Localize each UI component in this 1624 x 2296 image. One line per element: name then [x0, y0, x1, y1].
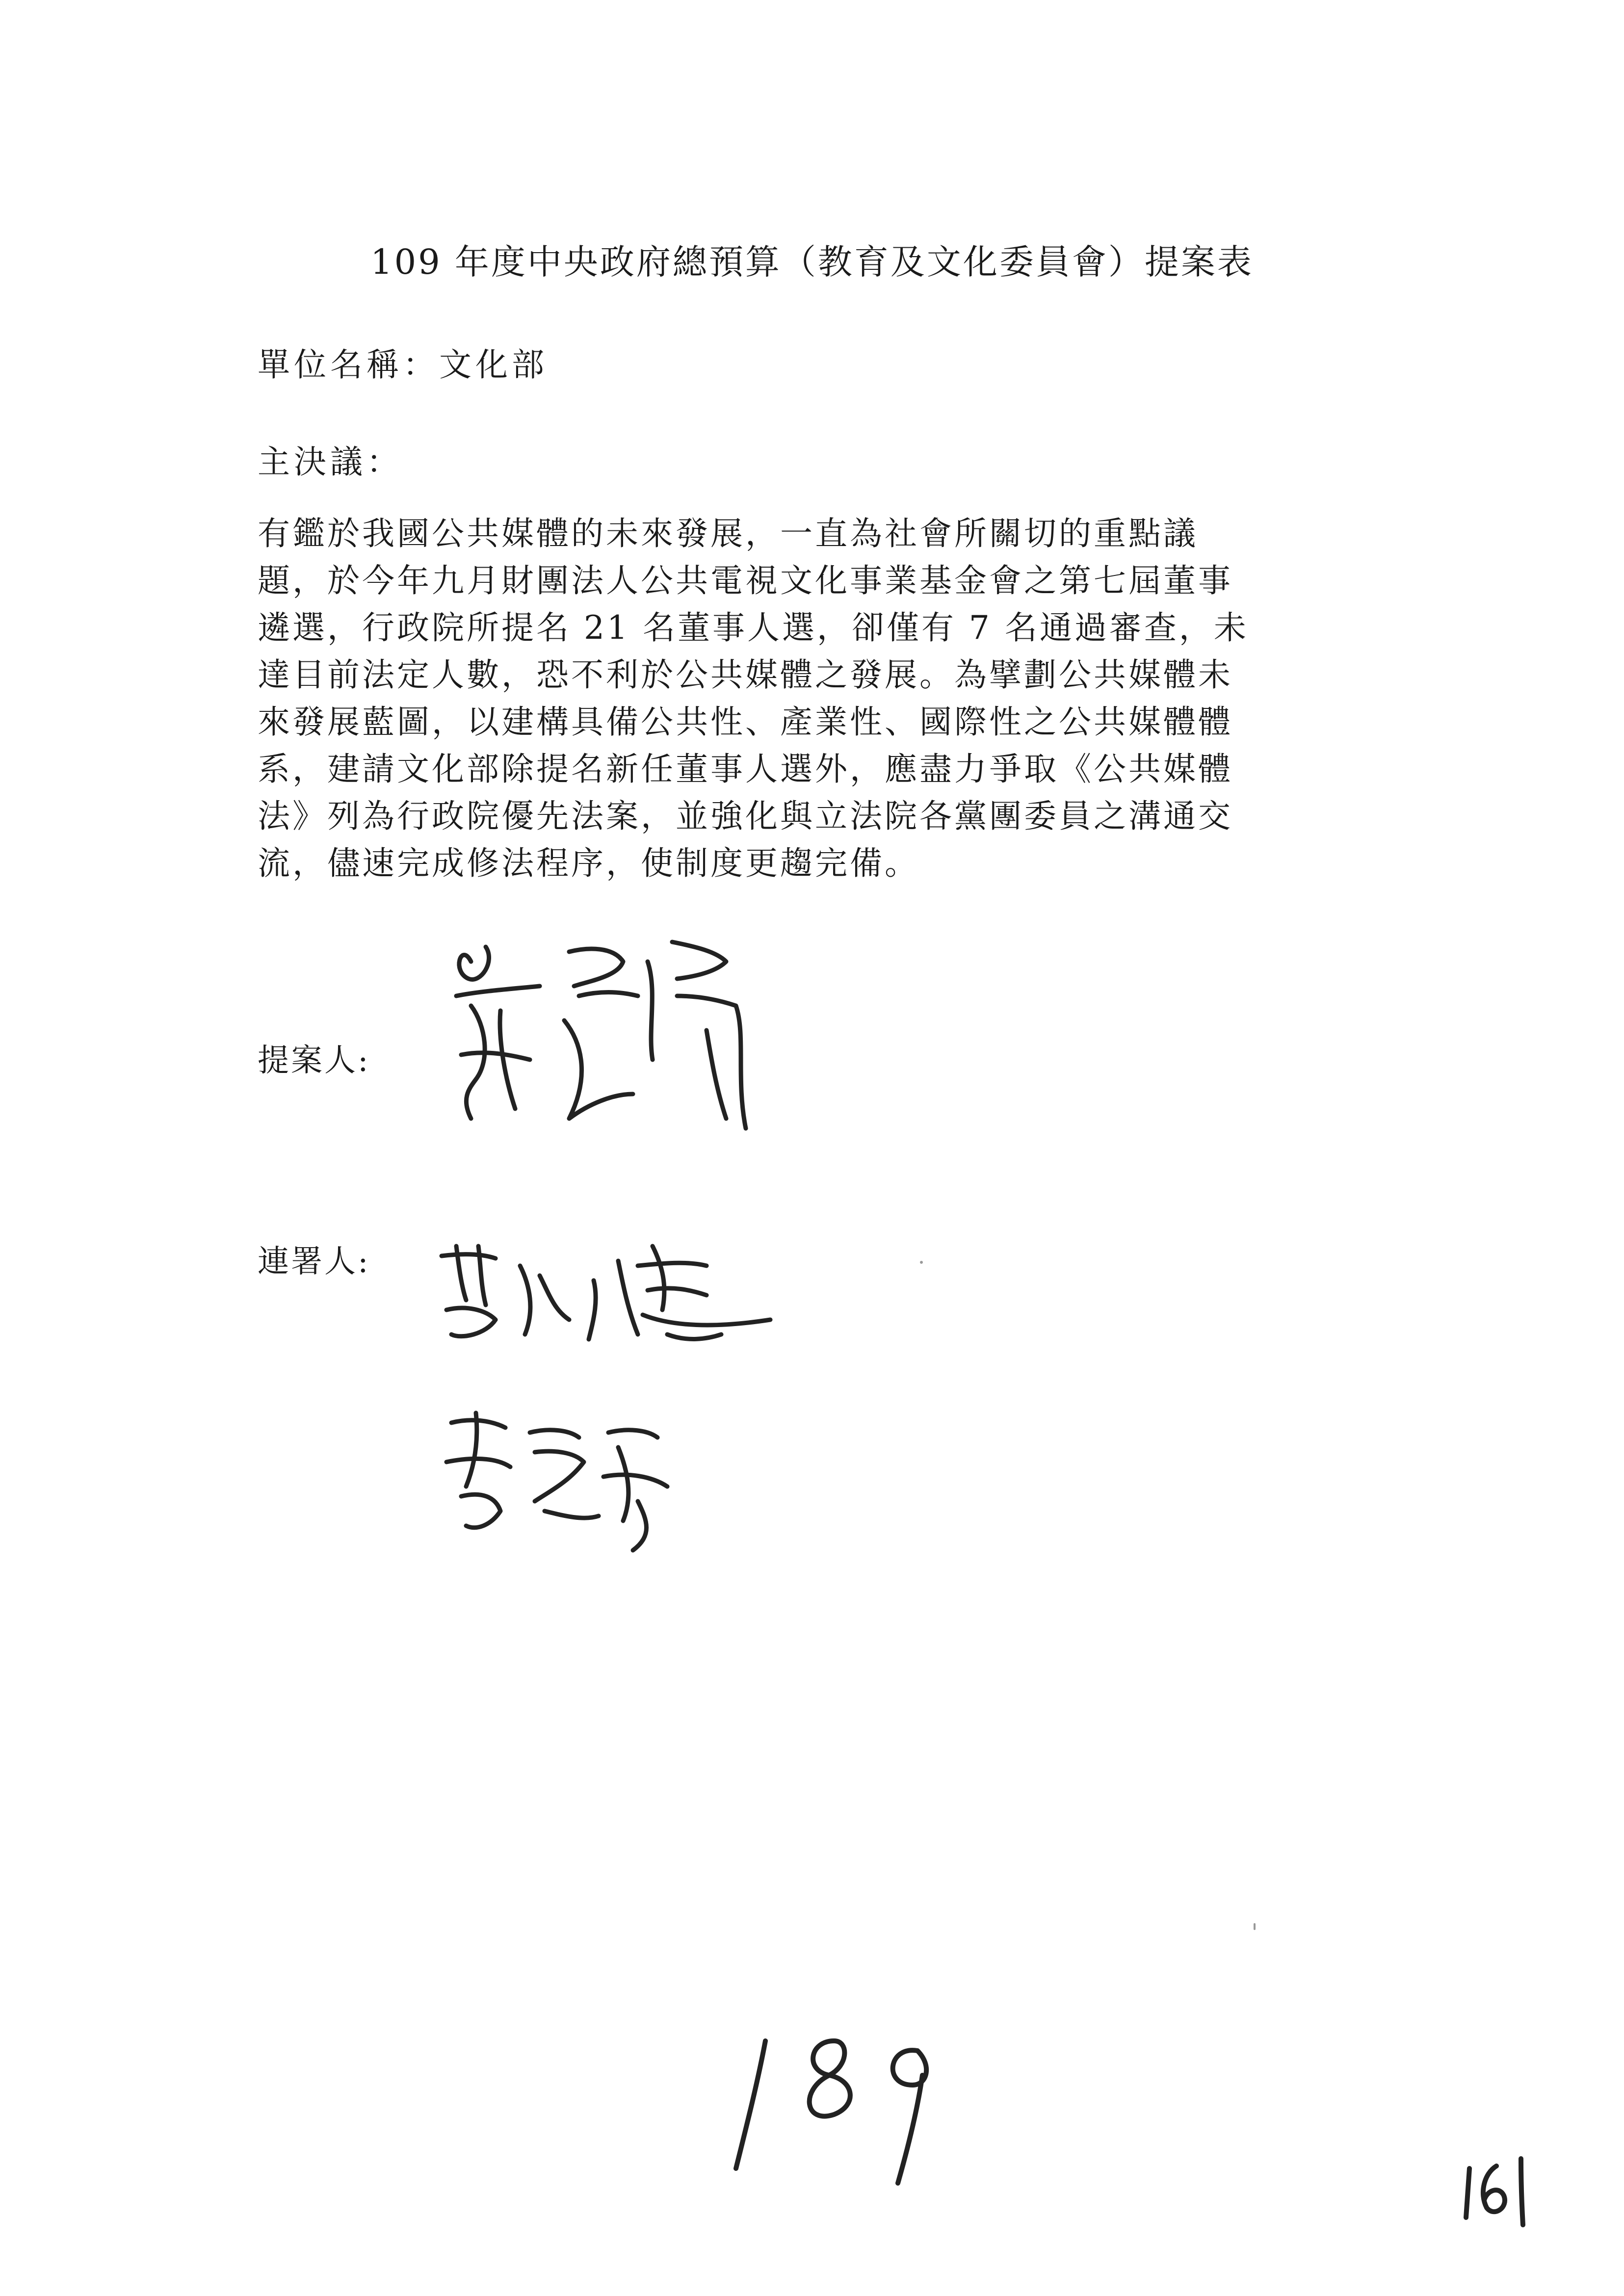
resolution-body	[258, 510, 1337, 887]
handwritten-page-number	[721, 2021, 967, 2188]
handwritten-sheet-number	[1457, 2154, 1536, 2227]
unit-name-line: 單位名稱：文化部	[258, 346, 548, 384]
body-line: 遴選，行政院所提名 21 名董事人選，卻僅有 7 名通過審查，未	[258, 609, 1249, 647]
document-title: 109 年度中央政府總預算（教育及文化委員會）提案表	[370, 242, 1254, 282]
resolution-heading: 主決議：	[258, 443, 403, 481]
proposer-signature	[442, 932, 785, 1158]
cosigner-signature-1	[432, 1236, 785, 1364]
cosigner-label: 連署人:	[258, 1244, 370, 1280]
body-line: 題，於今年九月財團法人公共電視文化事業基金會之第七屆董事	[258, 562, 1233, 600]
proposer-label: 提案人:	[258, 1043, 370, 1079]
scan-speck	[1254, 1923, 1256, 1930]
cosigner-signature-2	[432, 1403, 687, 1560]
body-line: 來發展藍圖，以建構具備公共性、產業性、國際性之公共媒體體	[258, 703, 1233, 741]
body-line: 達目前法定人數，恐不利於公共媒體之發展。為擘劃公共媒體未	[258, 656, 1233, 694]
body-line: 流，儘速完成修法程序，使制度更趨完備。	[258, 844, 919, 882]
body-line: 有鑑於我國公共媒體的未來發展，一直為社會所關切的重點議	[258, 515, 1198, 552]
body-line: 法》列為行政院優先法案，並強化與立法院各黨團委員之溝通交	[258, 797, 1233, 835]
body-line: 系，建請文化部除提名新任董事人選外，應盡力爭取《公共媒體	[258, 750, 1233, 788]
scan-speck	[920, 1261, 923, 1264]
